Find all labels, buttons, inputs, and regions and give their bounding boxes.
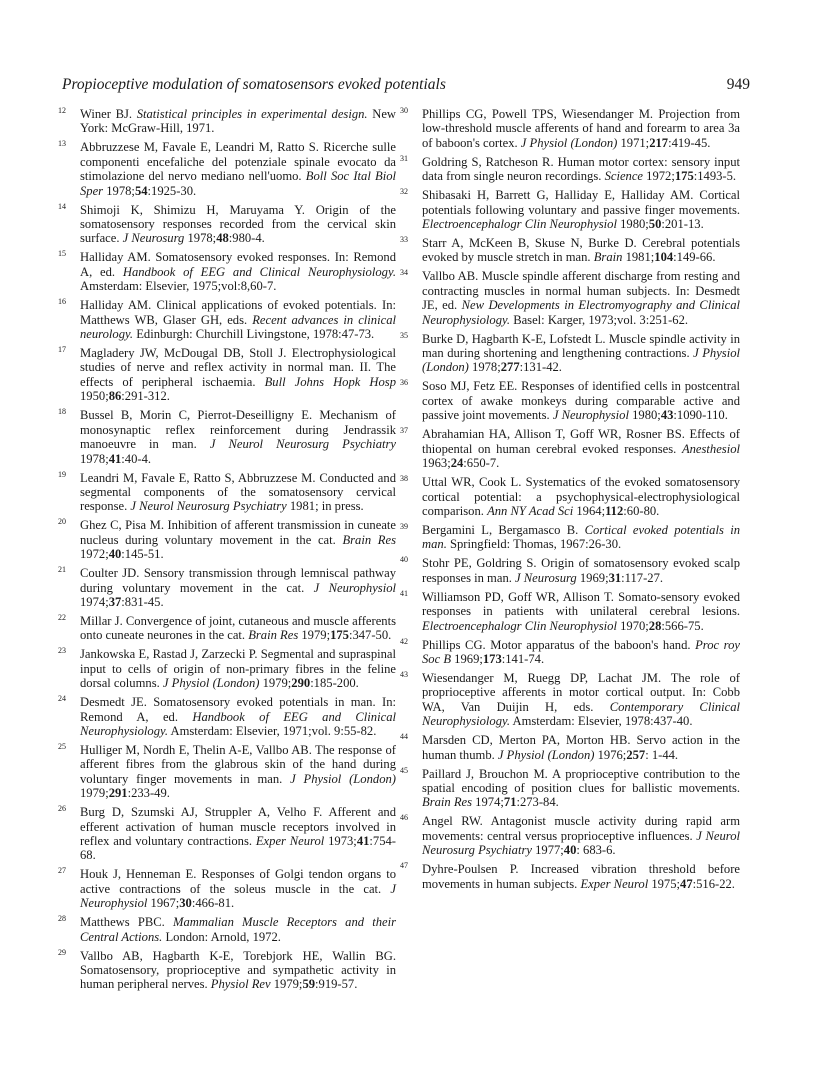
- reference-entry: [400, 733, 740, 762]
- reference-volume: 43: [660, 408, 674, 423]
- reference-entry: [58, 805, 396, 863]
- reference-authors-title: Angel RW. Antagonist muscle activity during rapid arm movements: central versus proprioceptive influences.: [422, 814, 740, 843]
- reference-entry: [400, 379, 740, 422]
- reference-journal: J Physiol (London): [162, 676, 260, 691]
- reference-authors-title: Uttal WR, Cook L. Systematics of the evoked somatosensory cortical potential: a psychophysical-electrophysiological comparison.: [422, 475, 740, 518]
- reference-volume: 173: [482, 651, 502, 666]
- reference-book-title: Handbook of EEG and Clinical Neurophysiology.: [80, 709, 396, 738]
- reference-book-title: Handbook of EEG and Clinical Neurophysiology.: [122, 264, 396, 279]
- reference-year: 1969;: [576, 570, 609, 585]
- reference-journal: Proc roy Soc B: [422, 637, 741, 666]
- reference-entry: [58, 250, 396, 293]
- reference-year: 1980;: [628, 408, 661, 423]
- reference-authors-title: Winer BJ.: [80, 107, 137, 121]
- reference-number: 30: [400, 106, 408, 115]
- reference-year: 1974;: [80, 594, 109, 609]
- reference-volume: 86: [108, 389, 122, 404]
- reference-authors-title: Jankowska E, Rastad J, Zarzecki P. Segmental and supraspinal input to cells of origin of non-primary fibres in the feline dorsal columns.: [80, 647, 396, 691]
- reference-journal: J Neurol Neurosurg Psychiatry: [130, 499, 287, 514]
- reference-number: 29: [58, 947, 66, 957]
- reference-pages: :566-75.: [661, 618, 704, 633]
- reference-authors-title: Abbruzzese M, Favale E, Leandri M, Ratto S. Ricerche sulle componenti encefaliche del potenziale spinale evocato da stimolazione del nervo mediano nell'uomo.: [80, 140, 396, 184]
- reference-journal: J Neurol Neurosurg Psychiatry: [422, 828, 740, 858]
- reference-journal: J Neurosurg: [122, 231, 185, 246]
- reference-volume: 54: [134, 183, 148, 198]
- reference-year: 1978;: [80, 451, 109, 466]
- reference-volume: 104: [654, 250, 674, 265]
- reference-authors-title: Wiesendanger M, Ruegg DP, Lachat JM. The role of proprioceptive afferents in motor cortical output. In: Cobb WA, Van Duijin H, eds.: [422, 670, 740, 714]
- reference-journal: Exper Neurol: [580, 876, 649, 891]
- reference-entry: [58, 140, 396, 198]
- reference-journal: Brain: [593, 250, 623, 265]
- reference-volume: 31: [608, 570, 622, 585]
- reference-volume: 290: [291, 676, 311, 691]
- reference-number: 36: [400, 378, 408, 388]
- reference-number: 23: [58, 646, 66, 656]
- reference-volume: 277: [500, 360, 520, 375]
- reference-journal: J Physiol (London): [290, 771, 396, 786]
- reference-number: 43: [400, 669, 408, 679]
- reference-volume: 217: [649, 135, 669, 150]
- reference-authors-title: Hulliger M, Nordh E, Thelin A-E, Vallbo AB. The response of afferent fibres from the glabrous skin of the hand during voluntary finger movements in man.: [80, 742, 396, 786]
- reference-pages: :1493-5.: [693, 169, 737, 184]
- reference-entry: [58, 566, 396, 609]
- reference-pages: :60-80.: [623, 503, 660, 518]
- reference-volume: 48: [216, 231, 229, 246]
- reference-authors-title: Vallbo AB. Muscle spindle afferent discharge from resting and contracting muscles in normal human subjects. In: Desmedt JE, ed.: [422, 269, 740, 313]
- reference-authors-title: Marsden CD, Merton PA, Morton HB. Servo action in the human thumb.: [422, 733, 740, 762]
- reference-year: 1975;: [648, 876, 681, 891]
- reference-pages: :40-4.: [121, 451, 152, 466]
- reference-year: 1978;: [103, 183, 135, 198]
- reference-book-title: Recent advances in clinical neurology.: [80, 312, 396, 342]
- reference-authors-title: Bergamini L, Bergamasco B.: [422, 522, 585, 537]
- reference-entry: [400, 767, 740, 810]
- reference-volume: 257: [626, 747, 646, 762]
- reference-entry: [400, 236, 740, 265]
- reference-entry: [58, 298, 396, 341]
- reference-entry: [400, 155, 740, 184]
- reference-journal: J Neurophysiol: [552, 408, 629, 423]
- page-header: [62, 76, 750, 100]
- reference-authors-title: Dyhre-Poulsen P. Increased vibration threshold before movements in human subjects.: [422, 862, 740, 891]
- reference-number: 41: [400, 588, 408, 598]
- reference-authors-title: Shibasaki H, Barrett G, Halliday E, Halliday AM. Cortical potentials following voluntary and passive finger movements.: [422, 188, 740, 217]
- reference-authors-title: Houk J, Henneman E. Responses of Golgi tendon organs to active contractions of the soleus muscle in the cat.: [80, 867, 396, 896]
- reference-authors-title: Coulter JD. Sensory transmission through lemniscal pathway during voluntary movement in the cat.: [80, 566, 396, 595]
- reference-entry: [400, 188, 740, 231]
- reference-publisher: New York: McGraw-Hill, 1971.: [80, 107, 396, 136]
- reference-authors-title: Soso MJ, Fetz EE. Responses of identified cells in postcentral cortex of awake monkeys during comparable active and passive joint movements.: [422, 379, 740, 423]
- reference-number: 26: [58, 804, 66, 814]
- reference-publisher: Amsterdam: Elsevier, 1975;vol:8,60-7.: [80, 279, 277, 294]
- reference-entry: [400, 556, 740, 585]
- reference-year: 1976;: [594, 747, 627, 762]
- reference-year: 1978;: [468, 360, 501, 375]
- reference-authors-title: Burg D, Szumski AJ, Struppler A, Velho F. Afferent and efferent activation of human muscle receptors involved in reflex and voluntary contractions.: [80, 805, 396, 848]
- reference-volume: 40: [563, 843, 577, 858]
- reference-journal: J Physiol (London): [497, 747, 595, 762]
- reference-journal: J Neurosurg: [515, 570, 577, 585]
- reference-number: 42: [400, 636, 408, 646]
- reference-pages: :291-312.: [121, 389, 170, 404]
- reference-entry: [400, 671, 740, 729]
- reference-number: 27: [58, 866, 66, 876]
- reference-year: 1963;: [422, 456, 451, 471]
- reference-journal: Bull Johns Hopk Hosp: [264, 374, 396, 389]
- reference-year: 1977;: [531, 843, 564, 858]
- reference-book-title: Cortical evoked potentials in man.: [422, 522, 740, 552]
- reference-pages: :347-50.: [348, 628, 392, 643]
- reference-publisher: Amsterdam: Elsevier, 1978:437-40.: [510, 714, 693, 729]
- reference-pages: :650-7.: [463, 456, 500, 471]
- reference-authors-title: Magladery JW, McDougal DB, Stoll J. Electrophysiological studies of nerve and reflex activity in normal man. II. The effects of peripheral ischaemia.: [80, 346, 396, 389]
- reference-volume: 24: [450, 456, 464, 471]
- reference-pages: :131-42.: [519, 360, 562, 375]
- reference-entry: [400, 475, 740, 518]
- reference-number: 46: [400, 813, 408, 823]
- reference-pages: :1925-30.: [147, 183, 197, 198]
- reference-number: 47: [400, 861, 408, 871]
- reference-pages: :149-66.: [673, 250, 716, 265]
- reference-number: 40: [400, 555, 408, 565]
- reference-entry: [58, 471, 396, 514]
- reference-journal: J Neurophysiol: [80, 881, 396, 911]
- reference-pages: :185-200.: [310, 676, 359, 691]
- reference-year: 1969;: [451, 651, 483, 666]
- reference-entry: [58, 915, 396, 944]
- reference-year: 1970;: [616, 618, 649, 633]
- reference-year: 1967;: [147, 896, 180, 911]
- reference-year: 1980;: [616, 217, 649, 232]
- reference-number: 16: [58, 297, 66, 307]
- reference-book-title: New Developments in Electromyography and Clinical Neurophysiology.: [422, 298, 740, 327]
- reference-volume: 28: [648, 618, 662, 633]
- reference-volume: 40: [108, 547, 122, 562]
- reference-authors-title: Paillard J, Brouchon M. A proprioceptive contribution to the spatial encoding of position clues for ballistic movements.: [422, 766, 740, 795]
- reference-journal: Boll Soc Ital Biol Sper: [80, 169, 397, 198]
- reference-volume: 59: [302, 977, 316, 992]
- reference-entry: [58, 346, 396, 404]
- reference-year: 1950;: [80, 389, 109, 404]
- reference-entry: [400, 427, 740, 470]
- reference-publisher: London: Arnold, 1972.: [162, 929, 281, 944]
- reference-entry: [58, 647, 396, 690]
- reference-pages: :831-45.: [121, 594, 164, 609]
- reference-year: 1979;: [270, 977, 303, 992]
- reference-pages: :516-22.: [692, 876, 735, 891]
- reference-volume: 175: [674, 169, 694, 184]
- reference-number: 20: [58, 517, 66, 527]
- reference-entry: [400, 523, 740, 552]
- reference-entry: [400, 638, 740, 667]
- reference-volume: 175: [330, 628, 349, 643]
- reference-pages: :145-51.: [121, 547, 164, 562]
- reference-year: 1981;: [622, 250, 655, 265]
- reference-journal: Science: [604, 169, 644, 184]
- reference-entry: [400, 332, 740, 375]
- reference-pages: :273-84.: [516, 795, 559, 810]
- reference-authors-title: Starr A, McKeen B, Skuse N, Burke D. Cerebral potentials evoked by muscle stretch in man.: [422, 236, 740, 265]
- reference-entry: [58, 695, 396, 738]
- reference-journal: Electroencephalogr Clin Neurophysiol: [422, 618, 617, 633]
- reference-publisher: Springfield: Thomas, 1967:26-30.: [446, 537, 622, 552]
- reference-year: 1979;: [259, 676, 292, 691]
- reference-journal: Ann NY Acad Sci: [487, 503, 574, 518]
- reference-number: 22: [58, 612, 66, 622]
- reference-volume: 30: [179, 896, 192, 911]
- reference-book-title: Statistical principles in experimental design.: [136, 107, 368, 121]
- reference-entry: [400, 269, 740, 327]
- reference-number: 18: [58, 407, 66, 417]
- reference-entry: [58, 518, 396, 561]
- reference-year: 1979;: [80, 786, 109, 801]
- reference-year: 1972;: [643, 169, 675, 184]
- reference-authors-title: Bussel B, Morin C, Pierrot-Deseilligny E. Mechanism of monosynaptic reflex reinforcement during Jendrassik manoeuvre in man.: [80, 408, 396, 452]
- reference-number: 31: [400, 153, 408, 163]
- reference-journal: Electroencephalogr Clin Neurophysiol: [422, 217, 617, 232]
- reference-number: 44: [400, 732, 408, 742]
- reference-volume: 41: [108, 451, 122, 466]
- reference-volume: 37: [108, 594, 122, 609]
- reference-number: 38: [400, 474, 408, 484]
- reference-pages: :201-13.: [661, 217, 704, 232]
- reference-pages: :117-27.: [621, 570, 664, 585]
- reference-number: 12: [58, 106, 66, 115]
- reference-year: 1978;: [184, 231, 217, 246]
- reference-year: 1964;: [573, 503, 606, 518]
- page-number: 949: [726, 76, 750, 93]
- reference-year: 1981; in press.: [286, 499, 364, 514]
- running-title: Propioceptive modulation of somatosensors evoked potentials: [62, 76, 446, 93]
- reference-entry: [58, 949, 396, 992]
- reference-year: 1972;: [80, 547, 109, 562]
- reference-entry: [400, 107, 740, 150]
- reference-volume: 112: [605, 503, 624, 518]
- reference-entry: [400, 814, 740, 857]
- reference-authors-title: Halliday AM. Clinical applications of evoked potentials. In: Matthews WB, Glaser GH, eds.: [80, 298, 396, 327]
- reference-entry: [58, 867, 396, 910]
- reference-authors-title: Matthews PBC.: [80, 915, 173, 930]
- reference-pages: :754-68.: [80, 834, 396, 863]
- reference-pages: :1090-110.: [673, 408, 728, 423]
- reference-number: 14: [58, 201, 66, 211]
- reference-volume: 41: [356, 834, 370, 848]
- reference-authors-title: Millar J. Convergence of joint, cutaneous and muscle afferents onto cuneate neurones in the cat.: [80, 613, 396, 643]
- reference-number: 33: [400, 235, 408, 245]
- reference-number: 28: [58, 914, 66, 924]
- reference-number: 35: [400, 330, 408, 340]
- reference-number: 39: [400, 521, 408, 531]
- references-column-left: [58, 107, 396, 996]
- references-column-right: [400, 107, 740, 896]
- reference-number: 37: [400, 426, 408, 436]
- reference-entry: [58, 614, 396, 643]
- reference-year: 1971;: [617, 135, 650, 150]
- reference-authors-title: Shimoji K, Shimizu H, Maruyama Y. Origin of the somatosensory responses recorded from the cervical skin surface.: [80, 202, 396, 246]
- reference-book-title: Mammalian Muscle Receptors and their Central Actions.: [80, 915, 397, 944]
- reference-number: 25: [58, 741, 66, 751]
- reference-pages: :419-45.: [668, 135, 711, 150]
- reference-pages: :233-49.: [127, 786, 170, 801]
- reference-number: 15: [58, 249, 66, 259]
- reference-number: 19: [58, 469, 66, 479]
- reference-volume: 50: [648, 217, 662, 232]
- reference-year: 1974;: [472, 795, 504, 810]
- reference-journal: Brain Res: [422, 795, 473, 810]
- reference-volume: 71: [503, 795, 517, 810]
- reference-authors-title: Stohr PE, Goldring S. Origin of somatosensory evoked scalp responses in man.: [422, 556, 740, 585]
- reference-authors-title: Ghez C, Pisa M. Inhibition of afferent transmission in cuneate nucleus during voluntary movement in the cat.: [80, 518, 396, 547]
- reference-authors-title: Halliday AM. Somatosensory evoked responses. In: Remond A, ed.: [80, 250, 396, 279]
- reference-number: 13: [58, 139, 66, 149]
- reference-book-title: Contemporary Clinical Neurophysiology.: [422, 699, 741, 729]
- reference-journal: Physiol Rev: [210, 977, 271, 992]
- reference-publisher: Basel: Karger, 1973;vol. 3:251-62.: [510, 312, 689, 327]
- reference-volume: 291: [108, 786, 128, 801]
- reference-journal: Brain Res: [248, 628, 299, 643]
- reference-journal: J Physiol (London): [520, 135, 618, 150]
- reference-journal: Exper Neurol: [255, 834, 325, 848]
- reference-authors-title: Burke D, Hagbarth K-E, Lofstedt L. Muscle spindle activity in man during shortening and lengthening contractions.: [422, 331, 740, 361]
- reference-entry: [58, 743, 396, 801]
- reference-authors-title: Phillips CG, Powell TPS, Wiesendanger M. Projection from low-threshold muscle afferents of hand and forearm to area 3a of baboon's cortex.: [422, 107, 740, 150]
- reference-entry: [400, 590, 740, 633]
- reference-publisher: Amsterdam: Elsevier, 1971;vol. 9:55-82.: [168, 723, 377, 738]
- reference-year: 1979;: [298, 628, 331, 643]
- reference-journal: J Physiol (London): [422, 346, 740, 375]
- reference-authors-title: Desmedt JE. Somatosensory evoked potentials in man. In: Remond A, ed.: [80, 695, 396, 724]
- reference-entry: [58, 408, 396, 466]
- reference-number: 21: [58, 565, 66, 575]
- reference-journal: J Neurophysiol: [313, 580, 396, 595]
- reference-year: 1973;: [324, 834, 357, 848]
- reference-pages: :919-57.: [315, 977, 358, 992]
- reference-authors-title: Vallbo AB, Hagbarth K-E, Torebjork HE, Wallin BG. Somatosensory, proprioceptive and sympathetic activity in human peripheral nerves.: [80, 948, 396, 992]
- reference-journal: Brain Res: [342, 532, 396, 547]
- reference-authors-title: Phillips CG. Motor apparatus of the baboon's hand.: [422, 637, 696, 652]
- reference-pages: :141-74.: [501, 651, 545, 666]
- reference-number: 45: [400, 765, 408, 775]
- reference-pages: :980-4.: [228, 231, 265, 246]
- reference-pages: :466-81.: [191, 896, 235, 911]
- reference-publisher: Edinburgh: Churchill Livingstone, 1978:47-73.: [133, 327, 375, 342]
- reference-entry: [58, 107, 396, 136]
- reference-pages: : 683-6.: [576, 843, 616, 858]
- reference-authors-title: Abrahamian HA, Allison T, Goff WR, Rosner BS. Effects of thiopental on human cerebral evoked responses.: [422, 427, 740, 456]
- reference-number: 32: [400, 187, 408, 197]
- reference-entry: [400, 862, 740, 891]
- reference-number: 34: [400, 268, 408, 278]
- reference-volume: 47: [680, 876, 693, 891]
- reference-number: 17: [58, 345, 66, 355]
- reference-entry: [58, 203, 396, 246]
- reference-authors-title: Leandri M, Favale E, Ratto S, Abbruzzese M. Conducted and segmental components of the somatosensory cervical response.: [80, 470, 396, 514]
- reference-authors-title: Goldring S, Ratcheson R. Human motor cortex: sensory input data from single neuron recordings.: [422, 154, 740, 184]
- reference-number: 24: [58, 694, 66, 704]
- reference-pages: : 1-44.: [645, 747, 679, 762]
- reference-authors-title: Williamson PD, Goff WR, Allison T. Somato-sensory evoked responses in patients with unilateral cerebral lesions.: [422, 589, 740, 619]
- reference-journal: Anesthesiol: [681, 441, 740, 456]
- reference-journal: J Neurol Neurosurg Psychiatry: [209, 437, 396, 452]
